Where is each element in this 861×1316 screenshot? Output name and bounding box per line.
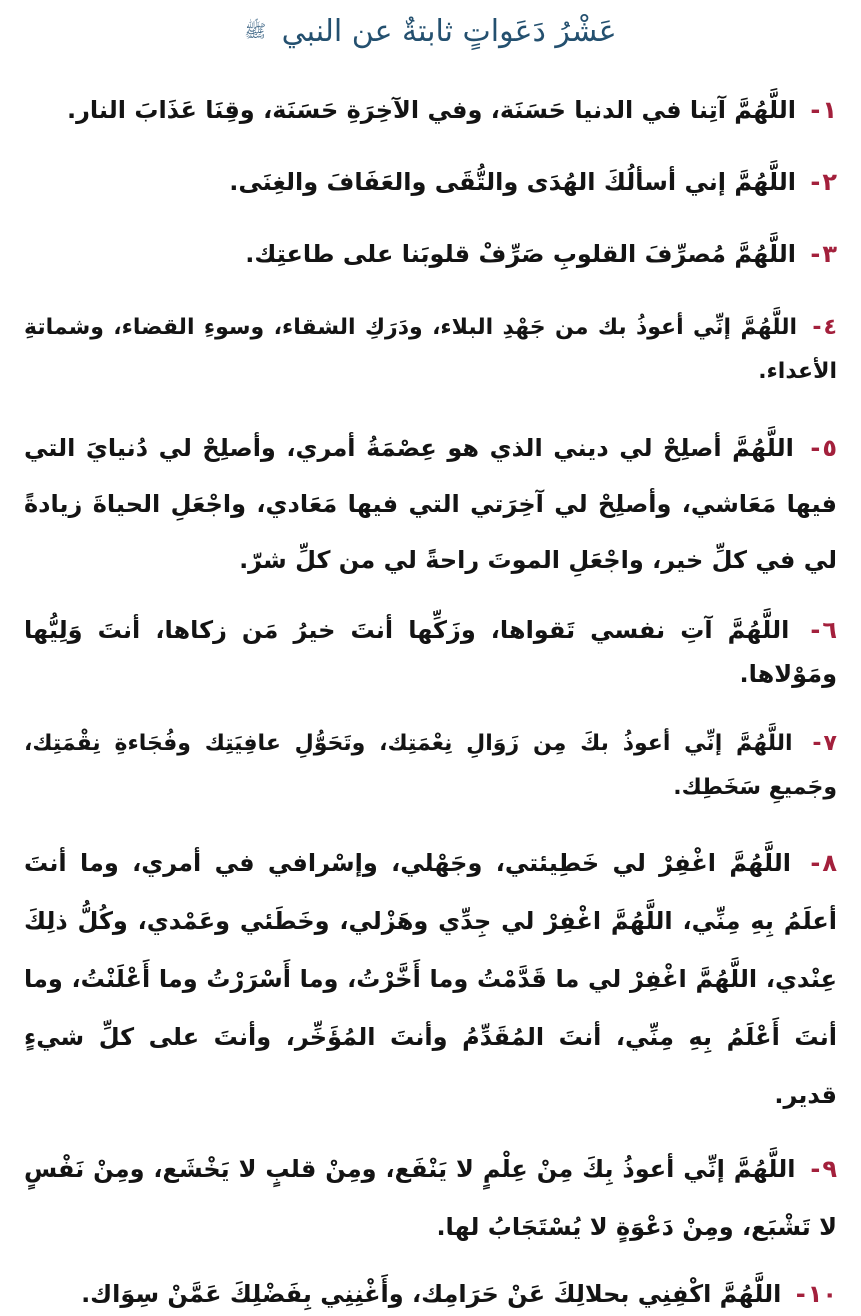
dua-text: اللَّهُمَّ إنِّي أعوذُ بِكَ مِنْ عِلْمٍ لا يَنْفَع، ومِنْ قلبٍ لا يَخْشَع، ومِنْ نَفْسٍ لا تَشْبَع، ومِنْ دَعْوَةٍ لا يُسْتَجَابُ لها.: [24, 1155, 837, 1241]
dua-number: ٨-: [810, 849, 837, 877]
dua-item-4: [24, 306, 837, 394]
dua-item-8: [24, 834, 837, 1124]
dua-text: اللَّهُمَّ اكْفِنِي بحلالِكَ عَنْ حَرَامِك، وأَغْنِنِي بِفَضْلِكَ عَمَّنْ سِوَاك.: [81, 1280, 782, 1308]
dua-item-10: [24, 1272, 837, 1316]
dua-text: اللَّهُمَّ آتِ نفسي تَقواها، وزَكِّها أنتَ خيرُ مَن زكاها، أنتَ وَلِيُّها ومَوْلاها.: [24, 616, 837, 688]
dua-item-9: [24, 1140, 837, 1256]
dua-number: ٣-: [810, 240, 837, 268]
dua-number: ٥-: [810, 434, 838, 462]
dua-text: اللَّهُمَّ إنِّي أعوذُ بكَ مِن زَوَالِ نِعْمَتِك، وتَحَوُّلِ عافِيَتِك وفُجَاءةِ نِقْمَتِك، وجَميعِ سَخَطِك.: [24, 731, 837, 800]
honorific-symbol-icon: ﷺ: [244, 20, 267, 42]
dua-number: ٧-: [812, 731, 837, 756]
dua-item-3: [24, 232, 837, 276]
dua-number: ١-: [810, 96, 837, 124]
dua-number: ١٠-: [795, 1280, 837, 1308]
dua-number: ٢-: [810, 168, 837, 196]
dua-text: اللَّهُمَّ إني أسألُكَ الهُدَى والتُّقَى والعَفَافَ والغِنَى.: [229, 168, 797, 196]
dua-number: ٤-: [812, 315, 837, 340]
dua-list: [24, 88, 837, 1316]
dua-item-5: [24, 420, 837, 588]
dua-text: اللَّهُمَّ آتِنا في الدنيا حَسَنَة، وفي الآخِرَةِ حَسَنَة، وقِنَا عَذَابَ النار.: [66, 96, 797, 124]
dua-item-7: [24, 722, 837, 810]
dua-text: اللَّهُمَّ أصلِحْ لي ديني الذي هو عِصْمَةُ أمري، وأصلِحْ لي دُنيايَ التي فيها مَعَاشي، وأصلِحْ لي آخِرَتي التي فيها مَعَادي، واجْعَلِ الحياةَ زيادةً لي في كلِّ خير، واجْعَلِ الموتَ راحةً لي من كلِّ شرّ.: [24, 434, 837, 574]
dua-text: اللَّهُمَّ إنِّي أعوذُ بك من جَهْدِ البلاء، ودَرَكِ الشقاء، وسوءِ القضاء، وشماتةِ الأعداء.: [24, 315, 837, 384]
dua-number: ٦-: [810, 616, 838, 644]
dua-text: اللَّهُمَّ مُصرِّفَ القلوبِ صَرِّفْ قلوبَنا على طاعتِك.: [245, 240, 797, 268]
dua-item-1: [24, 88, 837, 132]
dua-text: اللَّهُمَّ اغْفِرْ لي خَطِيئتي، وجَهْلي، وإسْرافي في أمري، وما أنتَ أعلَمُ بِهِ مِنِّي، اللَّهُمَّ اغْفِرْ لي جِدِّي وهَزْلي، وخَطَئي وعَمْدي، وكُلُّ ذلِكَ عِنْدي، اللَّهُمَّ اغْفِرْ لي ما قَدَّمْتُ وما أَخَّرْتُ، وما أَسْرَرْتُ وما أَعْلَنْتُ، وما أنتَ أَعْلَمُ بِهِ مِنِّي، أنتَ المُقَدِّمُ وأنتَ المُؤَخِّر، وأنتَ على كلِّ شيءٍ قدير.: [24, 849, 837, 1109]
title-text: عَشْرُ دَعَواتٍ ثابتةٌ عن النبي: [281, 14, 617, 49]
dua-number: ٩-: [810, 1155, 837, 1183]
page-title: [24, 0, 837, 62]
dua-item-2: [24, 160, 837, 204]
dua-item-6: [24, 608, 837, 696]
